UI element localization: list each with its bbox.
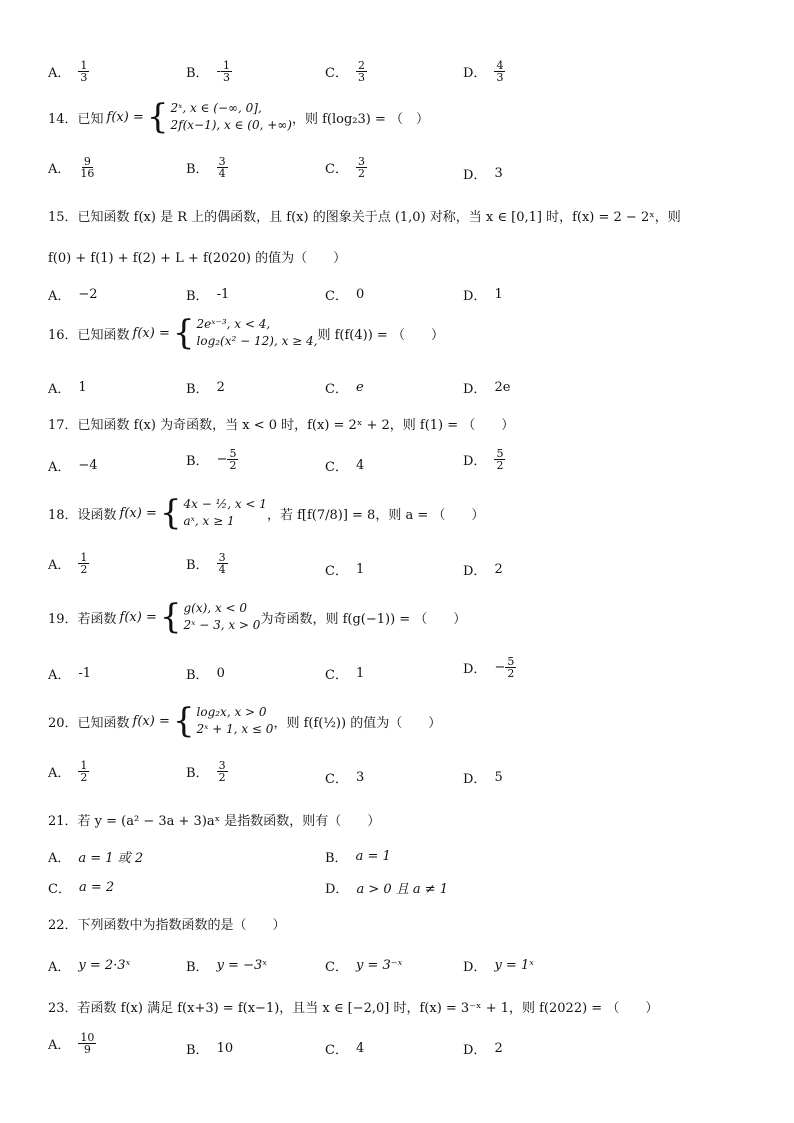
cases-block: log₂x, x > 0 2ˣ + 1, x ≤ 0 bbox=[196, 705, 274, 737]
option-label: B． bbox=[186, 1043, 209, 1058]
q13-option-a bbox=[48, 60, 89, 83]
option-label: C． bbox=[325, 960, 348, 975]
q14-option-a bbox=[48, 156, 96, 179]
q16-option-c: C． e bbox=[325, 380, 364, 397]
option-label: D． bbox=[463, 289, 487, 304]
fraction: $\frac{5}{2}$ bbox=[229, 447, 237, 472]
option-label: B． bbox=[186, 766, 209, 781]
q22-option-b: B． y = −3ˣ bbox=[186, 958, 267, 975]
q18-option-a bbox=[48, 552, 89, 575]
option-label: D． bbox=[325, 882, 349, 897]
q15-option-d: D． 1 bbox=[463, 287, 503, 304]
option-label: C． bbox=[325, 1043, 348, 1058]
q17-stem: 17．已知函数 f(x) 为奇函数，当 x < 0 时，f(x) = 2ˣ + 2，则 f(1) = （ ） bbox=[48, 418, 515, 433]
option-label: D． bbox=[463, 1043, 487, 1058]
q16-option-d: D． 2e bbox=[463, 380, 511, 397]
option-label: D． bbox=[463, 772, 487, 787]
fraction: $\frac{5}{2}$ bbox=[496, 447, 504, 472]
q17-option-b: B． − $\frac{5}{2}$ bbox=[186, 447, 237, 472]
q23-option-b: B． 10 bbox=[186, 1041, 234, 1058]
fraction: $\frac{4}{3}$ bbox=[496, 59, 504, 84]
fraction: $\frac{3}{4}$ bbox=[218, 551, 226, 576]
q21-stem: 21．若 y = (a² − 3a + 3)aˣ 是指数函数，则有（ ） bbox=[48, 814, 381, 829]
option-label: B． bbox=[186, 454, 209, 469]
option-label: D． bbox=[463, 454, 487, 469]
fraction: $\frac{1}{2}$ bbox=[80, 551, 88, 576]
q16-option-b: B． 2 bbox=[186, 380, 225, 397]
option-label: D． bbox=[463, 382, 487, 397]
q17-option-c: C． 4 bbox=[325, 458, 365, 475]
option-label: C． bbox=[325, 162, 348, 177]
q22-option-c: C． y = 3⁻ˣ bbox=[325, 958, 403, 975]
fraction: $\frac{1}{3}$ bbox=[222, 59, 230, 84]
q22-stem: 22．下列函数中为指数函数的是（ ） bbox=[48, 918, 286, 933]
q15-stem-line2: f(0) + f(1) + f(2) + L + f(2020) 的值为（ ） bbox=[48, 251, 347, 266]
option-label: A． bbox=[48, 382, 71, 397]
option-label: B． bbox=[186, 668, 209, 683]
option-label: A． bbox=[48, 66, 71, 81]
q15-stem-line1: 15．已知函数 f(x) 是 R 上的偶函数，且 f(x) 的图象关于点 (1,0) 对称，当 x ∈ [0,1] 时，f(x) = 2 − 2ˣ，则 bbox=[48, 210, 681, 225]
q19-option-c: C． 1 bbox=[325, 666, 365, 683]
option-label: B． bbox=[186, 558, 209, 573]
fraction: $\frac{1}{3}$ bbox=[80, 59, 88, 84]
left-brace: { bbox=[172, 701, 195, 742]
q20-option-c: C． 3 bbox=[325, 770, 365, 787]
q20-option-a bbox=[48, 760, 89, 783]
q23-option-d: D． 2 bbox=[463, 1041, 503, 1058]
cases-block: 4x − ½, x < 1 aˣ, x ≥ 1 bbox=[183, 497, 267, 529]
fraction: $\frac{3}{4}$ bbox=[218, 155, 226, 180]
option-label: C． bbox=[325, 289, 348, 304]
q23-option-c: C． 4 bbox=[325, 1041, 365, 1058]
cases-block: 2eˣ⁻³, x < 4, log₂(x² − 12), x ≥ 4, bbox=[196, 317, 318, 349]
option-label: C． bbox=[325, 66, 348, 81]
q19-option-d: D． − $\frac{5}{2}$ bbox=[463, 655, 515, 680]
q19-stem: 19．若函数 f(x) = { g(x), x < 0 2ˣ − 3, x > 0 为奇函数，则 f(g(−1)) = （ ） bbox=[48, 597, 467, 638]
piecewise-function bbox=[172, 313, 318, 354]
q19-option-a: A． -1 bbox=[48, 666, 92, 683]
option-label: A． bbox=[48, 851, 71, 866]
q21-option-b: B． a = 1 bbox=[325, 849, 391, 866]
option-label: D． bbox=[463, 168, 487, 183]
option-label: C． bbox=[325, 382, 348, 397]
fraction: $\frac{10}{9}$ bbox=[80, 1031, 95, 1056]
piecewise-function bbox=[159, 493, 267, 534]
q15-option-a: A． −2 bbox=[48, 287, 98, 304]
fraction: $\frac{1}{2}$ bbox=[80, 759, 88, 784]
cases-block: 2ˣ, x ∈ (−∞, 0], 2f(x−1), x ∈ (0, +∞) bbox=[170, 101, 292, 133]
piecewise-function bbox=[146, 97, 292, 138]
fraction: $\frac{3}{2}$ bbox=[357, 155, 365, 180]
q14-option-d: D． 3 bbox=[463, 166, 503, 183]
q18-option-d: D． 2 bbox=[463, 562, 503, 579]
q21-option-d: D． a > 0 且 a ≠ 1 bbox=[325, 878, 448, 897]
option-label: B． bbox=[186, 66, 209, 81]
option-label: A． bbox=[48, 162, 71, 177]
option-label: C． bbox=[325, 772, 348, 787]
fraction: $\frac{3}{2}$ bbox=[218, 759, 226, 784]
q18-stem: 18．设函数 f(x) = { 4x − ½, x < 1 aˣ, x ≥ 1 ，若 f[f(7/8)] = 8，则 a = （ ） bbox=[48, 493, 485, 534]
q20-option-b bbox=[186, 760, 228, 783]
q14-stem: 14．已知 f(x) = { 2ˣ, x ∈ (−∞, 0], 2f(x−1), x ∈ (0, +∞) ，则 f(log₂3) = （ ） bbox=[48, 97, 430, 138]
q22-option-a: A． y = 2·3ˣ bbox=[48, 958, 131, 975]
option-label: A． bbox=[48, 558, 71, 573]
q21-option-a: A． a = 1 或 2 bbox=[48, 847, 143, 866]
fraction: $\frac{9}{16}$ bbox=[80, 155, 95, 180]
option-label: C． bbox=[325, 564, 348, 579]
option-label: B． bbox=[186, 289, 209, 304]
q16-stem: 16．已知函数 f(x) = { 2eˣ⁻³, x < 4, log₂(x² − 12), x ≥ 4, 则 f(f(4)) = （ ） bbox=[48, 313, 444, 354]
option-label: D． bbox=[463, 662, 487, 677]
left-brace: { bbox=[146, 97, 169, 138]
q20-option-d: D． 5 bbox=[463, 770, 503, 787]
q23-option-a bbox=[48, 1032, 96, 1055]
option-label: C． bbox=[325, 668, 348, 683]
option-label: C． bbox=[325, 460, 348, 475]
option-label: D． bbox=[463, 66, 487, 81]
q23-stem: 23．若函数 f(x) 满足 f(x+3) = f(x−1)，且当 x ∈ [−2,0] 时，f(x) = 3⁻ˣ + 1，则 f(2022) = （ ） bbox=[48, 1001, 659, 1016]
piecewise-function bbox=[172, 701, 274, 742]
q22-option-d: D． y = 1ˣ bbox=[463, 958, 534, 975]
piecewise-function bbox=[159, 597, 261, 638]
q17-option-a: A． −4 bbox=[48, 458, 98, 475]
q16-option-a: A． 1 bbox=[48, 380, 87, 397]
q15-option-b: B． -1 bbox=[186, 287, 230, 304]
option-label: A． bbox=[48, 668, 71, 683]
q20-stem: 20．已知函数 f(x) = { log₂x, x > 0 2ˣ + 1, x ≤ 0 ，则 f(f(½)) 的值为（ ） bbox=[48, 701, 442, 742]
option-label: A． bbox=[48, 1038, 71, 1053]
q15-option-c: C． 0 bbox=[325, 287, 365, 304]
option-label: D． bbox=[463, 960, 487, 975]
option-label: C． bbox=[48, 882, 71, 897]
option-label: B． bbox=[325, 851, 348, 866]
q17-option-d bbox=[463, 448, 505, 471]
left-brace: { bbox=[159, 597, 182, 638]
option-label: B． bbox=[186, 382, 209, 397]
q13-option-d bbox=[463, 60, 505, 83]
q13-option-b: B． - $\frac{1}{3}$ bbox=[186, 59, 230, 84]
q13-option-c bbox=[325, 60, 367, 83]
left-brace: { bbox=[172, 313, 195, 354]
fraction: $\frac{2}{3}$ bbox=[357, 59, 365, 84]
option-label: B． bbox=[186, 960, 209, 975]
q14-option-b bbox=[186, 156, 228, 179]
q18-option-c: C． 1 bbox=[325, 562, 365, 579]
cases-block: g(x), x < 0 2ˣ − 3, x > 0 bbox=[183, 601, 261, 633]
q21-option-c: C． a = 2 bbox=[48, 880, 115, 897]
option-label: B． bbox=[186, 162, 209, 177]
q14-option-c bbox=[325, 156, 367, 179]
fraction: $\frac{5}{2}$ bbox=[507, 655, 515, 680]
option-label: D． bbox=[463, 564, 487, 579]
option-label: A． bbox=[48, 289, 71, 304]
q18-option-b bbox=[186, 552, 228, 575]
left-brace: { bbox=[159, 493, 182, 534]
option-label: A． bbox=[48, 460, 71, 475]
q19-option-b: B． 0 bbox=[186, 666, 225, 683]
option-label: A． bbox=[48, 960, 71, 975]
option-label: A． bbox=[48, 766, 71, 781]
